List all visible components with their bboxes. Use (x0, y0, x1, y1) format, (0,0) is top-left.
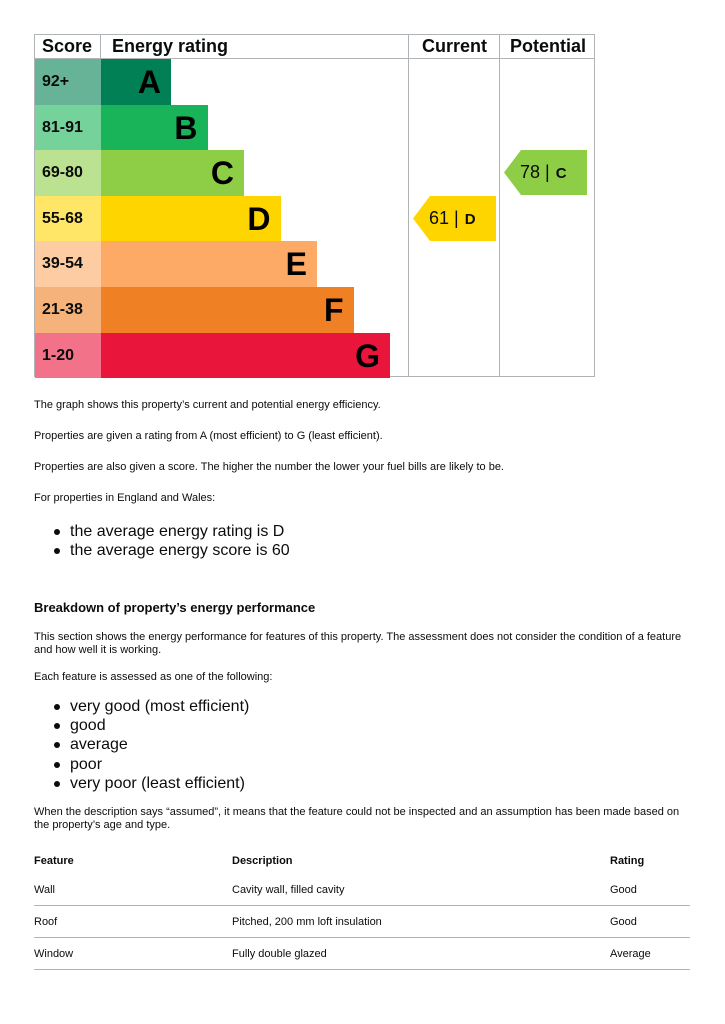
band-bar (101, 196, 281, 242)
table-row (34, 874, 690, 906)
assessment-intro: Each feature is assessed as one of the following: (34, 671, 273, 683)
list-item (34, 774, 249, 793)
description-cell: Fully double glazed (232, 938, 610, 970)
band-bar (101, 105, 208, 151)
feature-table (34, 848, 690, 970)
list-item-text: very poor (least efficient) (70, 774, 245, 792)
band-score-range: 69-80 (35, 150, 101, 196)
rating-cell: Average (610, 938, 690, 970)
average-list (34, 522, 290, 560)
breakdown-description: This section shows the energy performance for features of this property. The assessment does not consider the condition of a feature and how well it is working. (34, 631, 682, 656)
list-item (34, 522, 290, 541)
score-header: Score (42, 36, 93, 56)
rating-band-d (35, 196, 409, 242)
potential-rating-value: 78 | (520, 162, 550, 183)
band-letter: D (247, 200, 271, 237)
table-header-row (34, 848, 690, 874)
band-letter: F (323, 292, 344, 328)
rating-band-c (35, 150, 409, 196)
description-column-header: Description (232, 855, 293, 867)
band-score-range: 39-54 (35, 241, 101, 287)
bullet-icon (54, 704, 60, 710)
list-item-text: poor (70, 755, 103, 773)
bullet-icon (54, 723, 60, 729)
description-cell: Pitched, 200 mm loft insulation (232, 906, 610, 938)
potential-rating-letter: C (555, 165, 567, 183)
list-item-text: average (70, 736, 128, 754)
energy-rating-chart (34, 34, 595, 377)
band-bar (101, 150, 244, 196)
band-bar (101, 333, 390, 379)
column-divider (100, 35, 101, 58)
bullet-icon (54, 742, 60, 748)
potential-rating-label (520, 150, 567, 196)
rating-band-b (35, 105, 409, 151)
list-item-text: good (70, 717, 106, 735)
list-item (34, 716, 249, 735)
rating-cell: Good (610, 874, 690, 906)
feature-cell: Window (34, 938, 232, 970)
rating-band-a (35, 59, 409, 105)
bullet-icon (54, 548, 60, 554)
rating-cell: Good (610, 906, 690, 938)
energy-rating-header: Energy rating (112, 36, 229, 56)
band-letter: C (210, 155, 234, 192)
list-item (34, 735, 249, 754)
band-letter: E (285, 246, 307, 283)
band-score-range: 1-20 (35, 333, 101, 379)
list-item-text: very good (most efficient) (70, 698, 250, 715)
description-cell: Cavity wall, filled cavity (232, 874, 610, 906)
potential-rating-arrow (504, 150, 587, 195)
list-item-text: the average energy rating is D (70, 523, 285, 540)
feature-cell: Wall (34, 874, 232, 906)
assumed-note: When the description says “assumed”, it means that the feature could not be inspected and an assumption has been made based on the property’s age and type. (34, 806, 680, 831)
current-rating-arrow (413, 196, 496, 241)
band-score-range: 92+ (35, 59, 101, 105)
band-score-range: 55-68 (35, 196, 101, 242)
current-rating-value: 61 | (429, 207, 459, 228)
list-item (34, 541, 290, 560)
list-item-text: the average energy score is 60 (70, 542, 290, 560)
feature-column-header: Feature (34, 855, 74, 867)
band-score-range: 21-38 (35, 287, 101, 333)
table-row (34, 906, 690, 938)
potential-header: Potential (509, 36, 586, 56)
band-letter: G (355, 337, 380, 374)
rating-band-g (35, 333, 409, 379)
bullet-icon (54, 529, 60, 535)
intro-rating-text: Properties are given a rating from A (most efficient) to G (least efficient). (34, 430, 383, 442)
band-bar (101, 59, 171, 105)
rating-band-f (35, 287, 409, 333)
current-rating-label (429, 196, 476, 242)
bullet-icon (54, 781, 60, 787)
feature-cell: Roof (34, 906, 232, 938)
intro-region-text: For properties in England and Wales: (34, 492, 216, 504)
breakdown-heading: Breakdown of property’s energy performance (34, 600, 316, 615)
column-divider (499, 35, 500, 376)
intro-score-text: Properties are also given a score. The higher the number the lower your fuel bills are likely to be. (34, 461, 504, 473)
bullet-icon (54, 762, 60, 768)
band-letter: A (137, 64, 161, 100)
band-bar (101, 287, 354, 333)
intro-graph-text: The graph shows this property’s current and potential energy efficiency. (34, 399, 381, 411)
current-header: Current (421, 36, 487, 56)
list-item (34, 755, 249, 774)
current-rating-letter: D (464, 210, 476, 228)
assessment-levels-list (34, 697, 249, 793)
rating-column-header: Rating (610, 855, 645, 867)
table-row (34, 938, 690, 970)
rating-band-e (35, 241, 409, 287)
band-bar (101, 241, 317, 287)
list-item (34, 697, 249, 716)
band-letter: B (174, 109, 198, 146)
band-score-range: 81-91 (35, 105, 101, 151)
